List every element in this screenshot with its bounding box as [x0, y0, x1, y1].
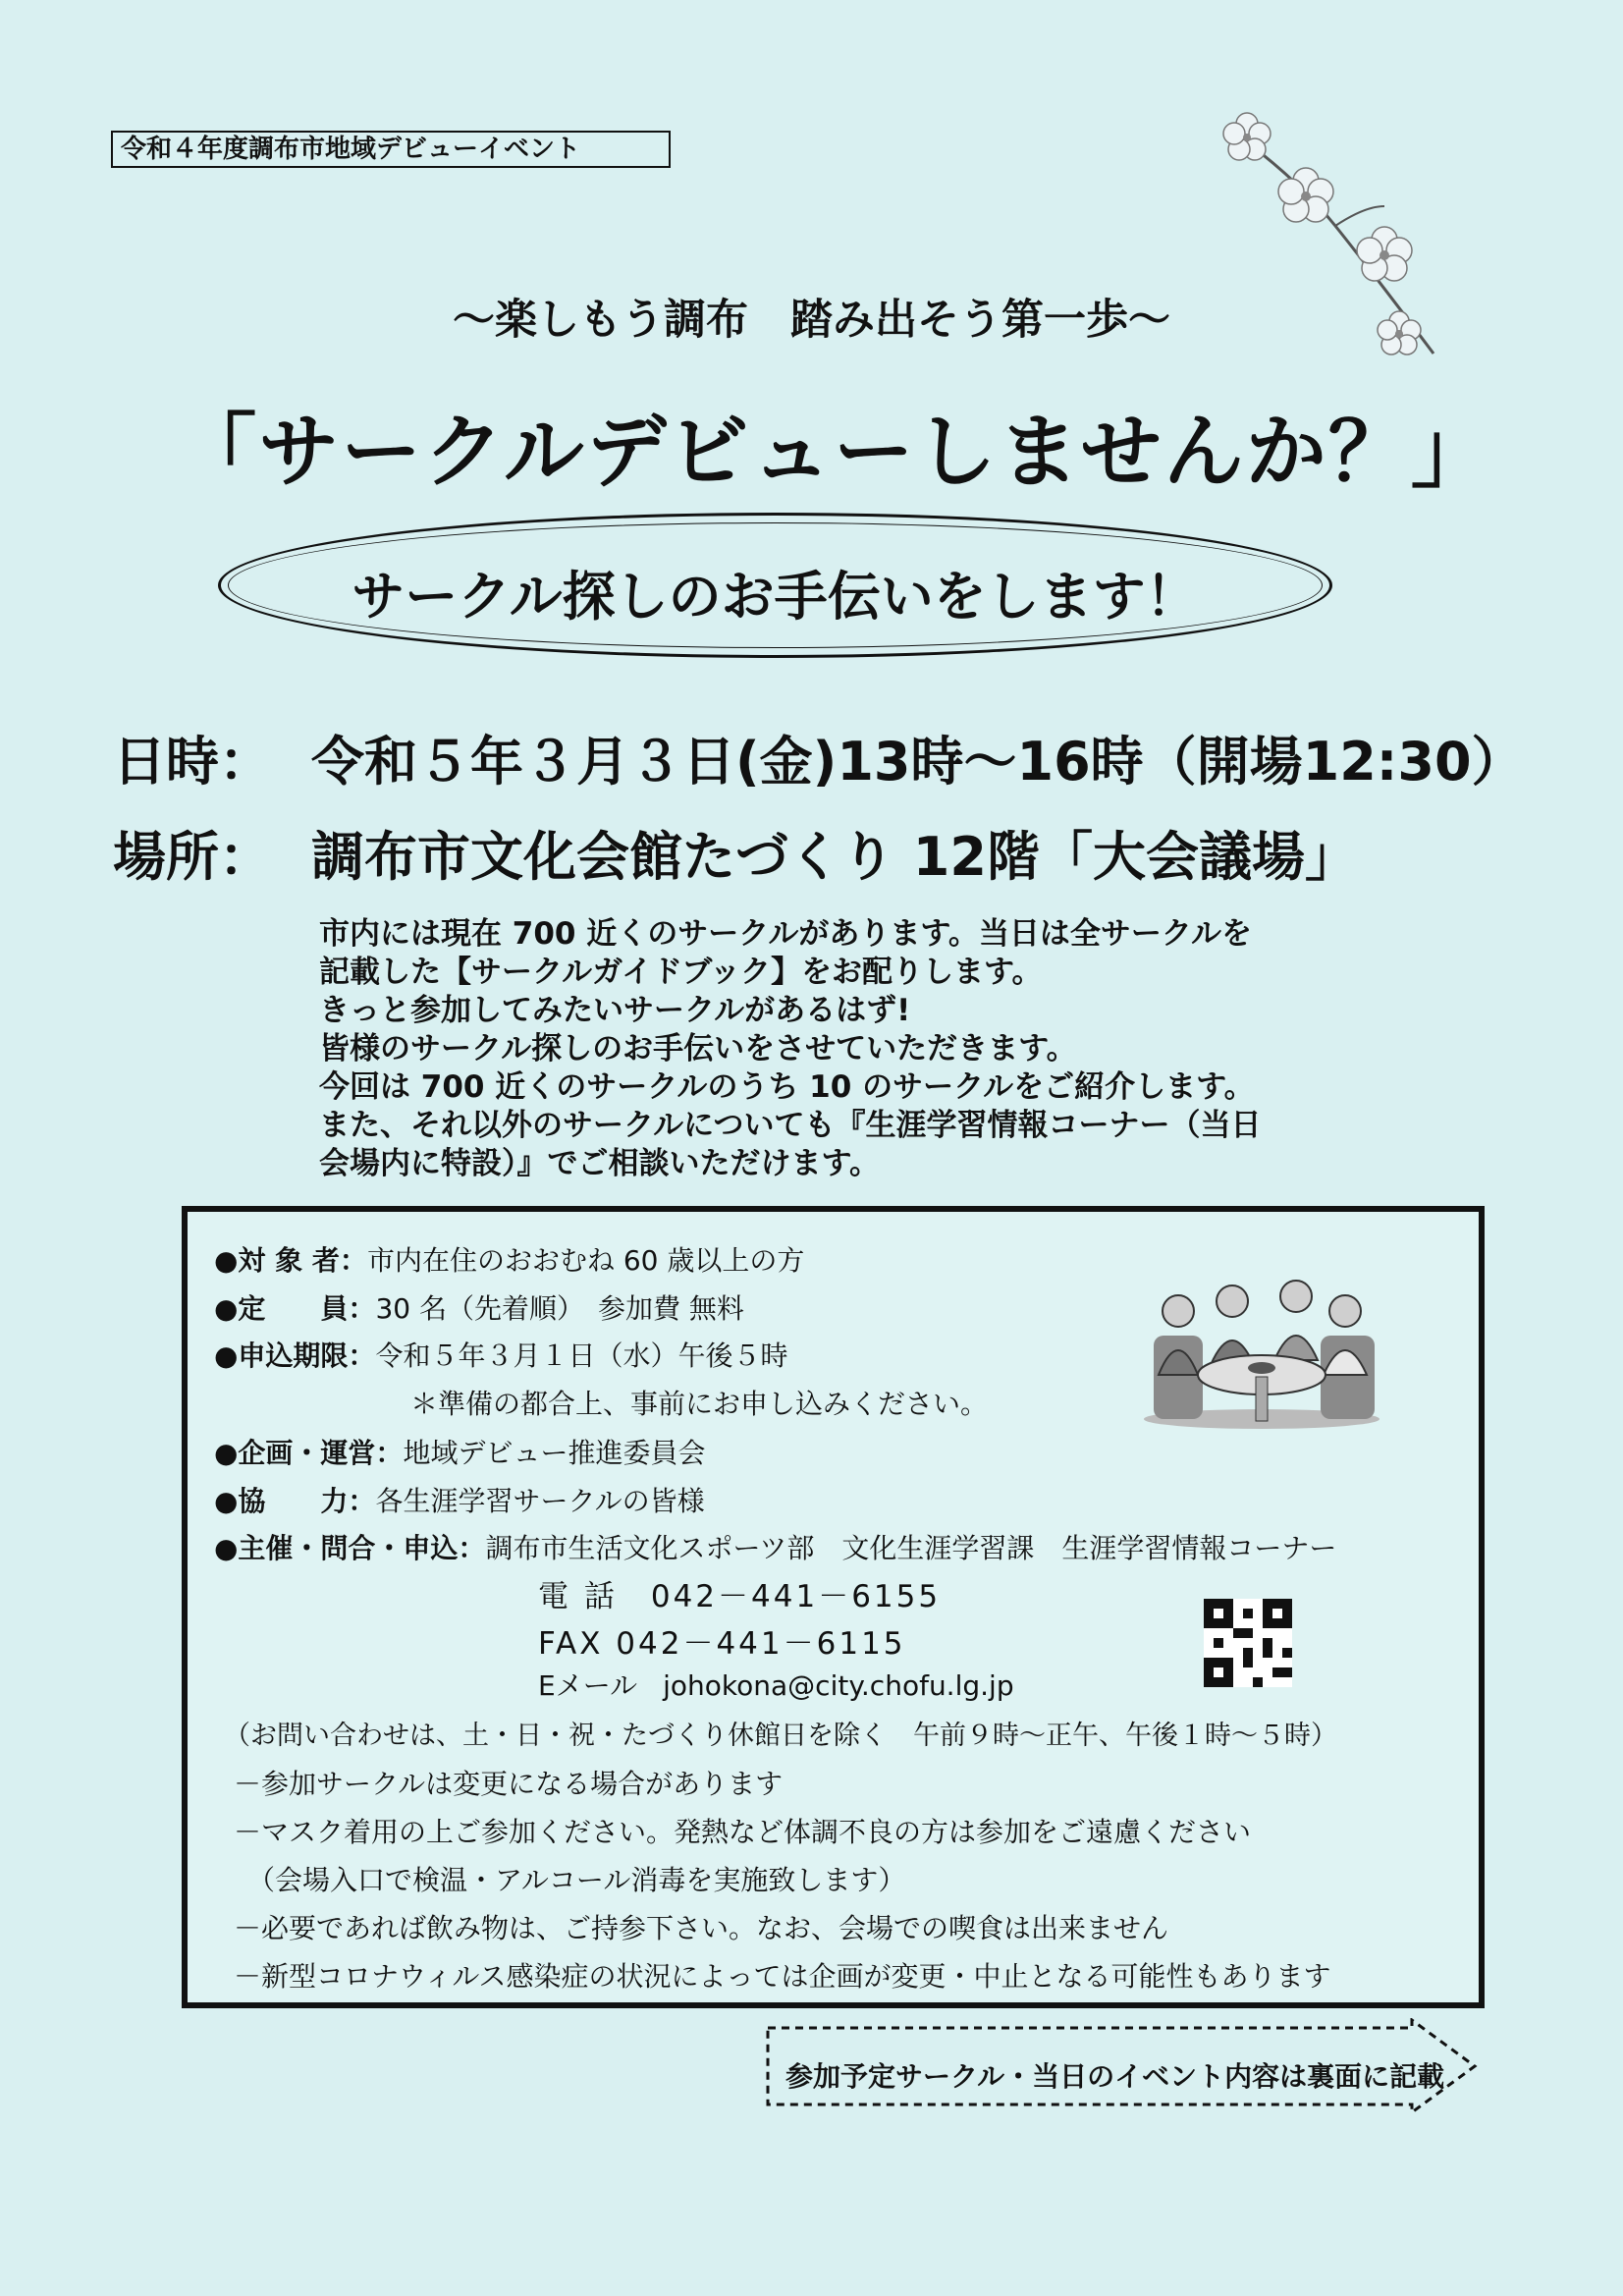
deadline-label: ●申込期限：: [214, 1339, 376, 1372]
target-label: ●対 象 者：: [214, 1244, 367, 1277]
subtitle: ～楽しもう調布 踏み出そう第一歩～: [453, 296, 1170, 345]
contact-value: 調布市生活文化スポーツ部 文化生涯学習課 生涯学習情報コーナー: [485, 1532, 1337, 1564]
oval-text: サークル探しのお手伝いをします！: [352, 566, 1199, 628]
note-item: －必要であれば飲み物は、ご持参下さい。なお、会場での喫食は出来ません: [234, 1912, 1169, 1944]
email-row: [538, 1665, 1014, 1704]
deadline-note: ＊準備の都合上、事前にお申し込みください。: [410, 1388, 989, 1420]
organizer-label: ●企画・運営：: [214, 1437, 404, 1469]
deadline-value: 令和５年３月１日（水）午後５時: [375, 1339, 788, 1372]
intro-line: 市内には現在 700 近くのサークルがあります。当日は全サークルを: [319, 916, 1252, 952]
date-value: 令和５年３月３日(金)13時～16時（開場12:30）: [311, 731, 1525, 793]
note-item: －新型コロナウィルス感染症の状況によっては企画が変更・中止となる可能性もあります: [234, 1960, 1331, 1993]
intro-line: また、それ以外のサークルについても『生涯学習情報コーナー（当日: [319, 1108, 1262, 1143]
email-address[interactable]: johokona@city.chofu.lg.jp: [663, 1669, 1014, 1702]
qr-code: [1204, 1599, 1292, 1687]
fax-number: FAX 042－441－6115: [538, 1626, 906, 1662]
capacity-value: 30 名（先着順） 参加費 無料: [375, 1292, 744, 1325]
intro-line: きっと参加してみたいサークルがあるはず!: [319, 993, 911, 1028]
note-item: （会場入口で検温・アルコール消毒を実施致します）: [234, 1864, 906, 1896]
intro-line: 今回は 700 近くのサークルのうち 10 のサークルをご紹介します。: [319, 1069, 1255, 1105]
cooperation-label: ●協 力：: [214, 1485, 376, 1517]
info-deadline: [214, 1335, 787, 1374]
continue-on-back-text: 参加予定サークル・当日のイベント内容は裏面に記載: [785, 2060, 1445, 2093]
event-date: [113, 720, 1525, 795]
email-label: Eメール: [538, 1669, 638, 1702]
info-organizer: [214, 1432, 705, 1471]
capacity-label: ●定 員：: [214, 1292, 376, 1325]
date-label: 日時：: [113, 731, 272, 793]
place-label: 場所：: [113, 826, 272, 888]
phone-number: 電 話 042－441－6155: [538, 1579, 942, 1614]
info-contact: [214, 1527, 1336, 1566]
organizer-value: 地域デビュー推進委員会: [403, 1437, 706, 1469]
event-place: [113, 815, 1358, 891]
intro-paragraph: [319, 915, 1438, 1183]
note-item: －参加サークルは変更になる場合があります: [234, 1768, 784, 1800]
info-target: [214, 1239, 804, 1279]
place-value: 調布市文化会館たづくり 12階「大会議場」: [311, 826, 1358, 888]
headline: 「サークルデビューしませんか？」: [176, 406, 1493, 499]
intro-line: 皆様のサークル探しのお手伝いをさせていただきます。: [319, 1031, 1077, 1066]
info-cooperation: [214, 1480, 705, 1519]
contact-hours: （お問い合わせは、土・日・祝・たづくり休館日を除く 午前９時～正午、午後１時～５時）: [224, 1721, 1337, 1751]
event-series-tag: 令和４年度調布市地域デビューイベント: [111, 131, 671, 168]
contact-label: ●主催・問合・申込：: [214, 1532, 486, 1564]
target-value: 市内在住のおおむね 60 歳以上の方: [366, 1244, 805, 1277]
cooperation-value: 各生涯学習サークルの皆様: [375, 1485, 705, 1517]
info-capacity: [214, 1287, 744, 1327]
note-item: －マスク着用の上ご参加ください。発熱など体調不良の方は参加をご遠慮ください: [234, 1816, 1252, 1848]
intro-line: 会場内に特設）』でご相談いただけます。: [319, 1146, 881, 1181]
intro-line: 記載した【サークルガイドブック】をお配りします。: [319, 955, 1043, 990]
seniors-at-table-illustration: [1134, 1267, 1389, 1434]
